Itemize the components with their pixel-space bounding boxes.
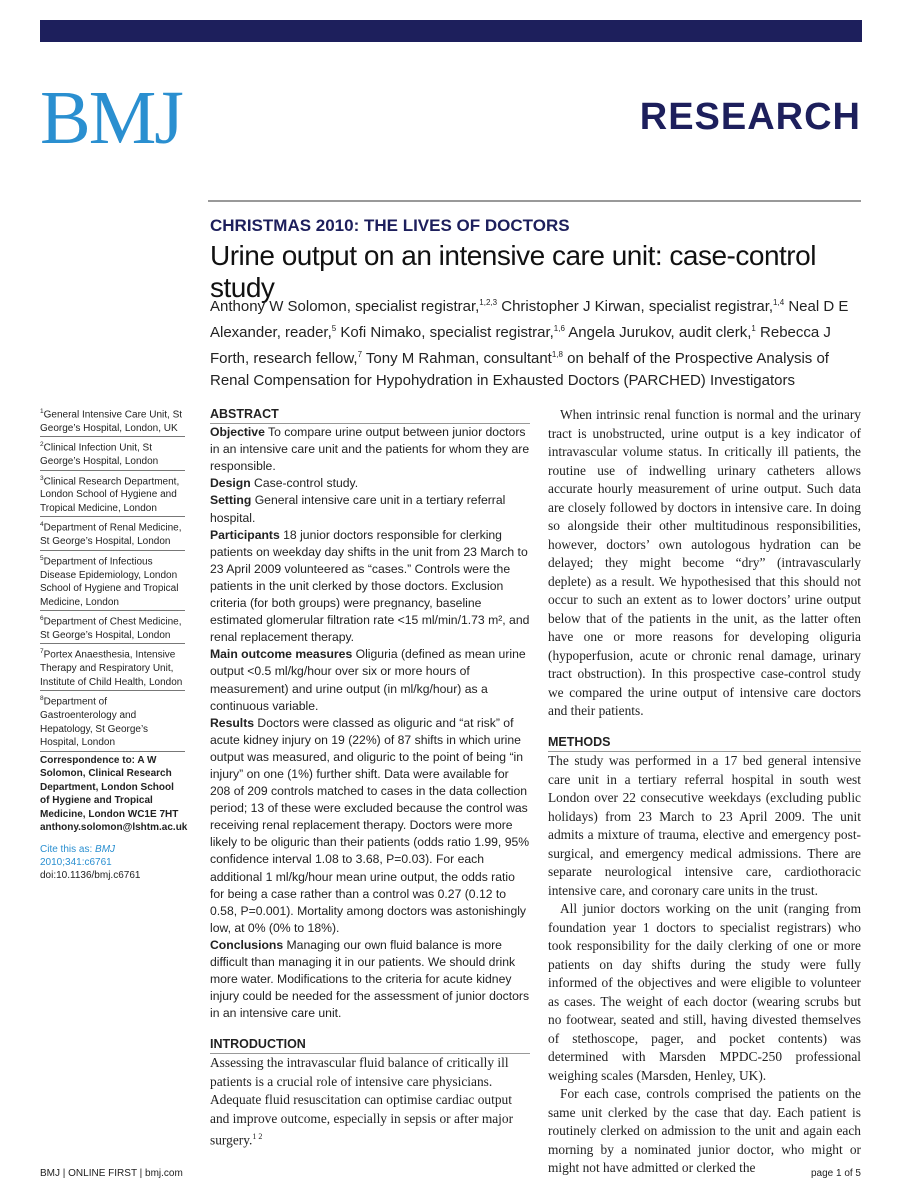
article-title: Urine output on an intensive care unit: case-control study [210,240,816,303]
abstract-objective [210,424,530,475]
author-affil-ref: 1 [751,324,756,333]
author: Kofi Nimako, specialist registrar, [336,324,554,341]
abstract-setting [210,492,530,526]
affiliation-number: 6 [40,615,44,623]
affiliation-text: Portex Anaesthesia, Intensive Therapy and Respiratory Unit, Institute of Child Health, London [40,649,183,688]
author: Rebecca J Forth, research fellow, [210,324,831,367]
affiliation-text: Clinical Infection Unit, St George’s Hospital, London [40,442,159,468]
affiliation-item [40,611,185,644]
affiliation-number: 1 [40,408,44,415]
abstract-label: Conclusions [210,937,284,952]
affiliation-item [40,471,185,518]
affiliation-text: Department of Gastroenterology and Hepatology, St George’s Hospital, London [40,696,149,749]
cite-journal: BMJ [95,843,116,855]
author-group: on behalf of the Prospective Analysis of Renal Compensation for Hypohydration in Exhausted Doctors (PARCHED) Investigators [210,350,829,389]
author: Neal D E Alexander, reader, [210,298,849,341]
affiliation-item [40,437,185,470]
author-affil-ref: 7 [357,350,363,359]
header-divider [208,200,861,202]
affiliation-item [40,517,185,550]
affiliation-number: 7 [40,648,44,656]
abstract-outcomes [210,646,530,714]
abstract-label: Setting [210,493,252,508]
abstract-text: Case-control study. [250,476,359,491]
affiliation-text: Department of Infectious Disease Epidemiology, London School of Hygiene and Tropical Medicine, London [40,556,179,608]
affiliation-number: 8 [40,695,44,703]
author-affil-ref: 1,2,3 [479,298,498,307]
affiliation-text: Clinical Research Department, London School of Hygiene and Tropical Medicine, London [40,475,180,514]
affiliation-item [40,691,185,751]
cite-ref: 2010;341:c6761 [40,856,112,868]
author: Tony M Rahman, consultant [362,350,552,367]
abstract-text: General intensive care unit in a tertiary referral hospital. [210,493,506,525]
affiliation-number: 4 [40,521,44,529]
abstract-results [210,715,530,937]
abstract-label: Objective [210,425,265,440]
author-list [210,292,862,392]
correspondence-address: Correspondence to: A W Solomon, Clinical Research Department, London School of Hygiene and Tropical Medicine, London WC1E 7HT anthony.solomon@lshtm.ac.uk [40,754,188,834]
abstract-conclusions [210,937,530,1022]
affiliation-item [40,551,185,611]
abstract [210,406,530,1150]
abstract-label: Main outcome measures [210,647,353,662]
abstract-text: 18 junior doctors responsible for clerking patients on weekday day shifts in the unit from 23 March to 23 April 2009 volunteered as “cases.” Controls were the patients in the unit clerked by those doctors. Exclusion criteria (for both groups) were pregnancy, baseline estimated glomerular filtration rate <15 ml/min/1.73 m², and renal replacement therapy. [210,527,530,645]
introduction-heading: INTRODUCTION [210,1036,530,1054]
article-kicker: CHRISTMAS 2010: THE LIVES OF DOCTORS [210,216,570,235]
affiliations-sidebar [40,404,188,882]
affiliation-item [40,644,185,691]
body-paragraph: When intrinsic renal function is normal and the urinary tract is unobstructed, urine output is a key indicator of intravascular volume status. In critically ill patients, the routine use of indwelling urinary catheters allows accurate hourly measurement of urine output. Such data are closely followed by doctors in intensive care. In doing so alongside their other multitudinous responsibilities, however, doctors’ own autologous hydration can be delayed; they might become “dry” (intravascularly deplete) as a result. We hypothesised that this should not occur to such an extent as to lower doctors’ urine output below that of the patients in the unit, as the latter often have one or more reasons for developing oliguria (hypoperfusion, acute or chronic renal damage, urinary tract obstruction). In this prospective case-control study we compared the urine output of intensive care doctors and their patients. [548,407,861,718]
author-affil-ref: 1,8 [551,350,563,359]
affiliation-text: Department of Renal Medicine, St George’s Hospital, London [40,522,182,548]
top-banner-bar [40,20,862,42]
introduction-body: Assessing the intravascular fluid balance of critically ill patients is a crucial role of intensive care physicians. Adequate fluid resuscitation can optimise cardiac output and improve outcome, especially in sepsis or after major surgery. [210,1055,514,1148]
author-affil-ref: 1,6 [553,324,565,333]
footer-journal: BMJ | ONLINE FIRST | bmj.com [40,1168,183,1179]
abstract-text: To compare urine output between junior doctors in an intensive care unit and the patients for whom they are responsible. [210,425,530,474]
affiliation-number: 2 [40,441,44,449]
doi: doi:10.1136/bmj.c6761 [40,869,141,881]
affiliation-item [40,404,185,437]
abstract-text: Oliguria (defined as mean urine output <0.5 ml/kg/hour over six or more hours of measurement) and urine output (in ml/kg/hour) as a continuous variable. [210,647,526,713]
abstract-design [210,475,530,492]
abstract-text: Managing our own fluid balance is more difficult than managing it in our patients. We should drink more water. Modifications to the criteria for acute kidney injury could be needed for the assessment of junior doctors in an intensive care unit. [210,937,530,1021]
author: Christopher J Kirwan, specialist registrar, [497,298,774,315]
abstract-label: Results [210,715,255,730]
methods-heading: METHODS [548,733,861,753]
citation [40,843,185,882]
abstract-label: Design [210,476,251,491]
abstract-text: Doctors were classed as oliguric and “at risk” of acute kidney injury on 19 (22%) of 87 shifts in which urine output was measured, and oliguric to the point of being “in injury” on one (1%) further shift. Data were available for 208 of 209 controls matched to cases in the data collection period; 13 of these were excluded because the control was receiving renal replacement therapy. Doctors were more likely to be oliguric than their patients (odds ratio 1.99, 95% confidence interval 1.08 to 3.68, P=0.03). For each additional 1 ml/kg/hour mean urine output, the odds ratio for being a case rather than a control was 0.27 (0.12 to 0.58, P=0.001). Mortality among doctors was astonishingly low, at 0% (0% to 18%). [210,715,530,935]
journal-logo: BMJ [40,76,182,160]
author: Angela Jurukov, audit clerk, [564,324,752,341]
affiliation-text: General Intensive Care Unit, St George’s Hospital, London, UK [40,409,183,434]
section-title: RESEARCH [639,96,861,138]
body-paragraph: For each case, controls comprised the patients on the same unit clerked by the case that day. Each patient is routinely clerked on admission to the unit and again each morning by a nominated junior doctor, who might or might not have admitted or clerked the [548,1086,861,1175]
author: Anthony W Solomon, specialist registrar, [210,298,480,315]
affiliation-number: 3 [40,474,44,482]
footer-page-number: page 1 of 5 [810,1168,861,1179]
abstract-label: Participants [210,527,280,542]
body-paragraph: All junior doctors working on the unit (ranging from foundation year 1 doctors to specialist registrars) who took responsibility for the daily clerking of one or more patients on day shifts during the study were fully informed of the objectives and were eligible to volunteer as cases. The weight of each doctor (wearing scrubs but no footwear, seated and still, having divested themselves of stethoscope, pager, and pocket contents) was determined with Marsden MPDC-250 professional weighing scales (Marsden, Henley, UK). [548,901,861,1083]
introduction-text [210,1054,530,1150]
reference-marker: 1 2 [252,1132,263,1142]
body-right-column [548,406,861,1178]
affiliation-text: Department of Chest Medicine, St George’s Hospital, London [40,616,182,641]
body-paragraph: The study was performed in a 17 bed general intensive care unit in a tertiary referral hospital in south west London over 22 consecutive weekdays (excluding public holidays) from 23 March to 23 April 2009. The unit admits a mixture of trauma, elective and emergency post-surgical, and emergency medical admissions. There are separate neurological intensive care, cardiothoracic intensive care, and coronary care units in the trust. [548,753,861,898]
abstract-heading: ABSTRACT [210,406,530,424]
cite-label: Cite this as: [40,843,93,855]
abstract-participants [210,527,530,647]
author-affil-ref: 5 [331,324,337,333]
affiliation-number: 5 [40,554,44,562]
author-affil-ref: 1,4 [773,298,785,307]
